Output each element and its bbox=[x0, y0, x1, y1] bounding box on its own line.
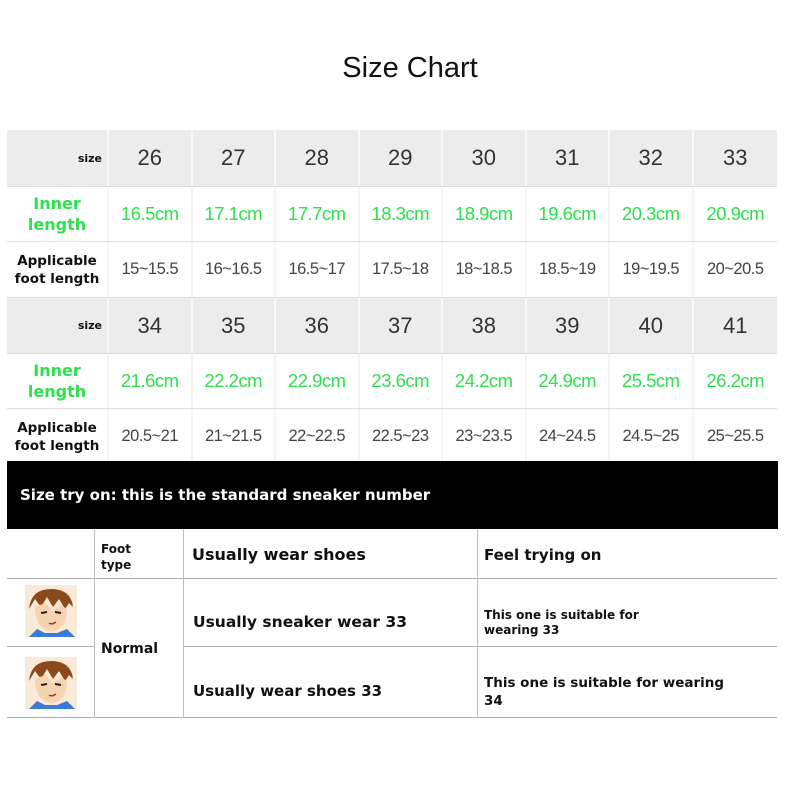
foot-length-row bbox=[7, 241, 777, 297]
inner-length-value: 26.2cm bbox=[706, 370, 765, 391]
row-divider bbox=[183, 646, 777, 647]
inner-length-value: 22.9cm bbox=[276, 354, 360, 408]
size-value: 31 bbox=[527, 130, 611, 186]
inner-length-value: 20.9cm bbox=[706, 203, 765, 224]
size-value: 39 bbox=[527, 298, 611, 353]
size-label: size bbox=[7, 298, 109, 353]
inner-length-value: 17.7cm bbox=[276, 187, 360, 241]
inner-length-row bbox=[7, 353, 777, 408]
inner-length-label: Inner length bbox=[7, 354, 109, 408]
inner-length-label: Inner length bbox=[7, 187, 109, 241]
size-value: 38 bbox=[443, 298, 527, 353]
inner-length-value: 18.3cm bbox=[360, 187, 444, 241]
cartoon-boy-avatar-icon bbox=[25, 585, 77, 637]
usually-wear-header: Usually wear shoes bbox=[192, 545, 366, 564]
try-on-table bbox=[7, 529, 777, 719]
column-divider bbox=[94, 529, 95, 718]
foot-length-value: 16.5~17 bbox=[276, 242, 360, 297]
inner-length-row bbox=[7, 186, 777, 241]
foot-length-value: 16~16.5 bbox=[193, 242, 277, 297]
size-value: 29 bbox=[360, 130, 444, 186]
foot-length-value: 20.5~21 bbox=[109, 409, 193, 464]
inner-length-value: 22.2cm bbox=[193, 354, 277, 408]
cartoon-boy-avatar-icon bbox=[25, 657, 77, 709]
foot-length-value: 22~22.5 bbox=[276, 409, 360, 464]
foot-length-value: 19~19.5 bbox=[610, 242, 694, 297]
foot-length-value: 25~25.5 bbox=[706, 427, 764, 445]
column-divider bbox=[477, 529, 478, 718]
foot-length-label: Applicable foot length bbox=[7, 242, 109, 297]
foot-length-value: 18~18.5 bbox=[443, 242, 527, 297]
foot-length-value: 24~24.5 bbox=[527, 409, 611, 464]
row-divider bbox=[7, 717, 777, 718]
usually-wear-value: Usually sneaker wear 33 bbox=[193, 613, 408, 631]
inner-length-value: 20.3cm bbox=[610, 187, 694, 241]
foot-length-value: 23~23.5 bbox=[443, 409, 527, 464]
size-value: 37 bbox=[360, 298, 444, 353]
inner-length-value: 24.9cm bbox=[527, 354, 611, 408]
size-try-on-banner bbox=[7, 461, 778, 529]
inner-length-value: 24.2cm bbox=[443, 354, 527, 408]
size-value: 28 bbox=[276, 130, 360, 186]
size-value: 30 bbox=[443, 130, 527, 186]
size-value: 41 bbox=[723, 312, 748, 338]
size-row bbox=[7, 297, 777, 353]
size-value: 40 bbox=[610, 298, 694, 353]
feel-trying-on-value: This one is suitable for wearing 33 bbox=[484, 608, 639, 637]
size-value: 36 bbox=[276, 298, 360, 353]
size-value: 32 bbox=[610, 130, 694, 186]
foot-type-value: Normal bbox=[101, 641, 159, 657]
foot-length-value: 15~15.5 bbox=[109, 242, 193, 297]
column-divider bbox=[183, 529, 184, 718]
foot-length-row bbox=[7, 408, 777, 464]
foot-length-value: 18.5~19 bbox=[527, 242, 611, 297]
size-label: size bbox=[7, 130, 109, 186]
foot-length-value: 21~21.5 bbox=[193, 409, 277, 464]
foot-length-value: 24.5~25 bbox=[610, 409, 694, 464]
size-value: 34 bbox=[109, 298, 193, 353]
page-title: Size Chart bbox=[342, 52, 478, 84]
row-divider bbox=[7, 646, 94, 647]
foot-length-value: 22.5~23 bbox=[360, 409, 444, 464]
foot-type-header: Foot type bbox=[101, 542, 132, 572]
inner-length-value: 17.1cm bbox=[193, 187, 277, 241]
foot-length-value: 20~20.5 bbox=[706, 260, 764, 278]
size-row bbox=[7, 130, 777, 186]
inner-length-value: 16.5cm bbox=[109, 187, 193, 241]
usually-wear-value: Usually wear shoes 33 bbox=[193, 682, 383, 700]
size-value: 35 bbox=[193, 298, 277, 353]
size-grid bbox=[7, 130, 777, 464]
foot-length-label: Applicable foot length bbox=[7, 409, 109, 464]
foot-length-value: 17.5~18 bbox=[360, 242, 444, 297]
inner-length-value: 21.6cm bbox=[109, 354, 193, 408]
row-divider bbox=[7, 578, 777, 579]
size-value: 26 bbox=[109, 130, 193, 186]
feel-trying-on-value: This one is suitable for wearing 34 bbox=[484, 675, 725, 709]
size-value: 33 bbox=[723, 145, 748, 170]
inner-length-value: 19.6cm bbox=[527, 187, 611, 241]
inner-length-value: 18.9cm bbox=[443, 187, 527, 241]
inner-length-value: 25.5cm bbox=[610, 354, 694, 408]
banner-text: Size try on: this is the standard sneaker number bbox=[20, 486, 431, 504]
inner-length-value: 23.6cm bbox=[360, 354, 444, 408]
size-value: 27 bbox=[193, 130, 277, 186]
feel-trying-on-header: Feel trying on bbox=[484, 546, 602, 564]
